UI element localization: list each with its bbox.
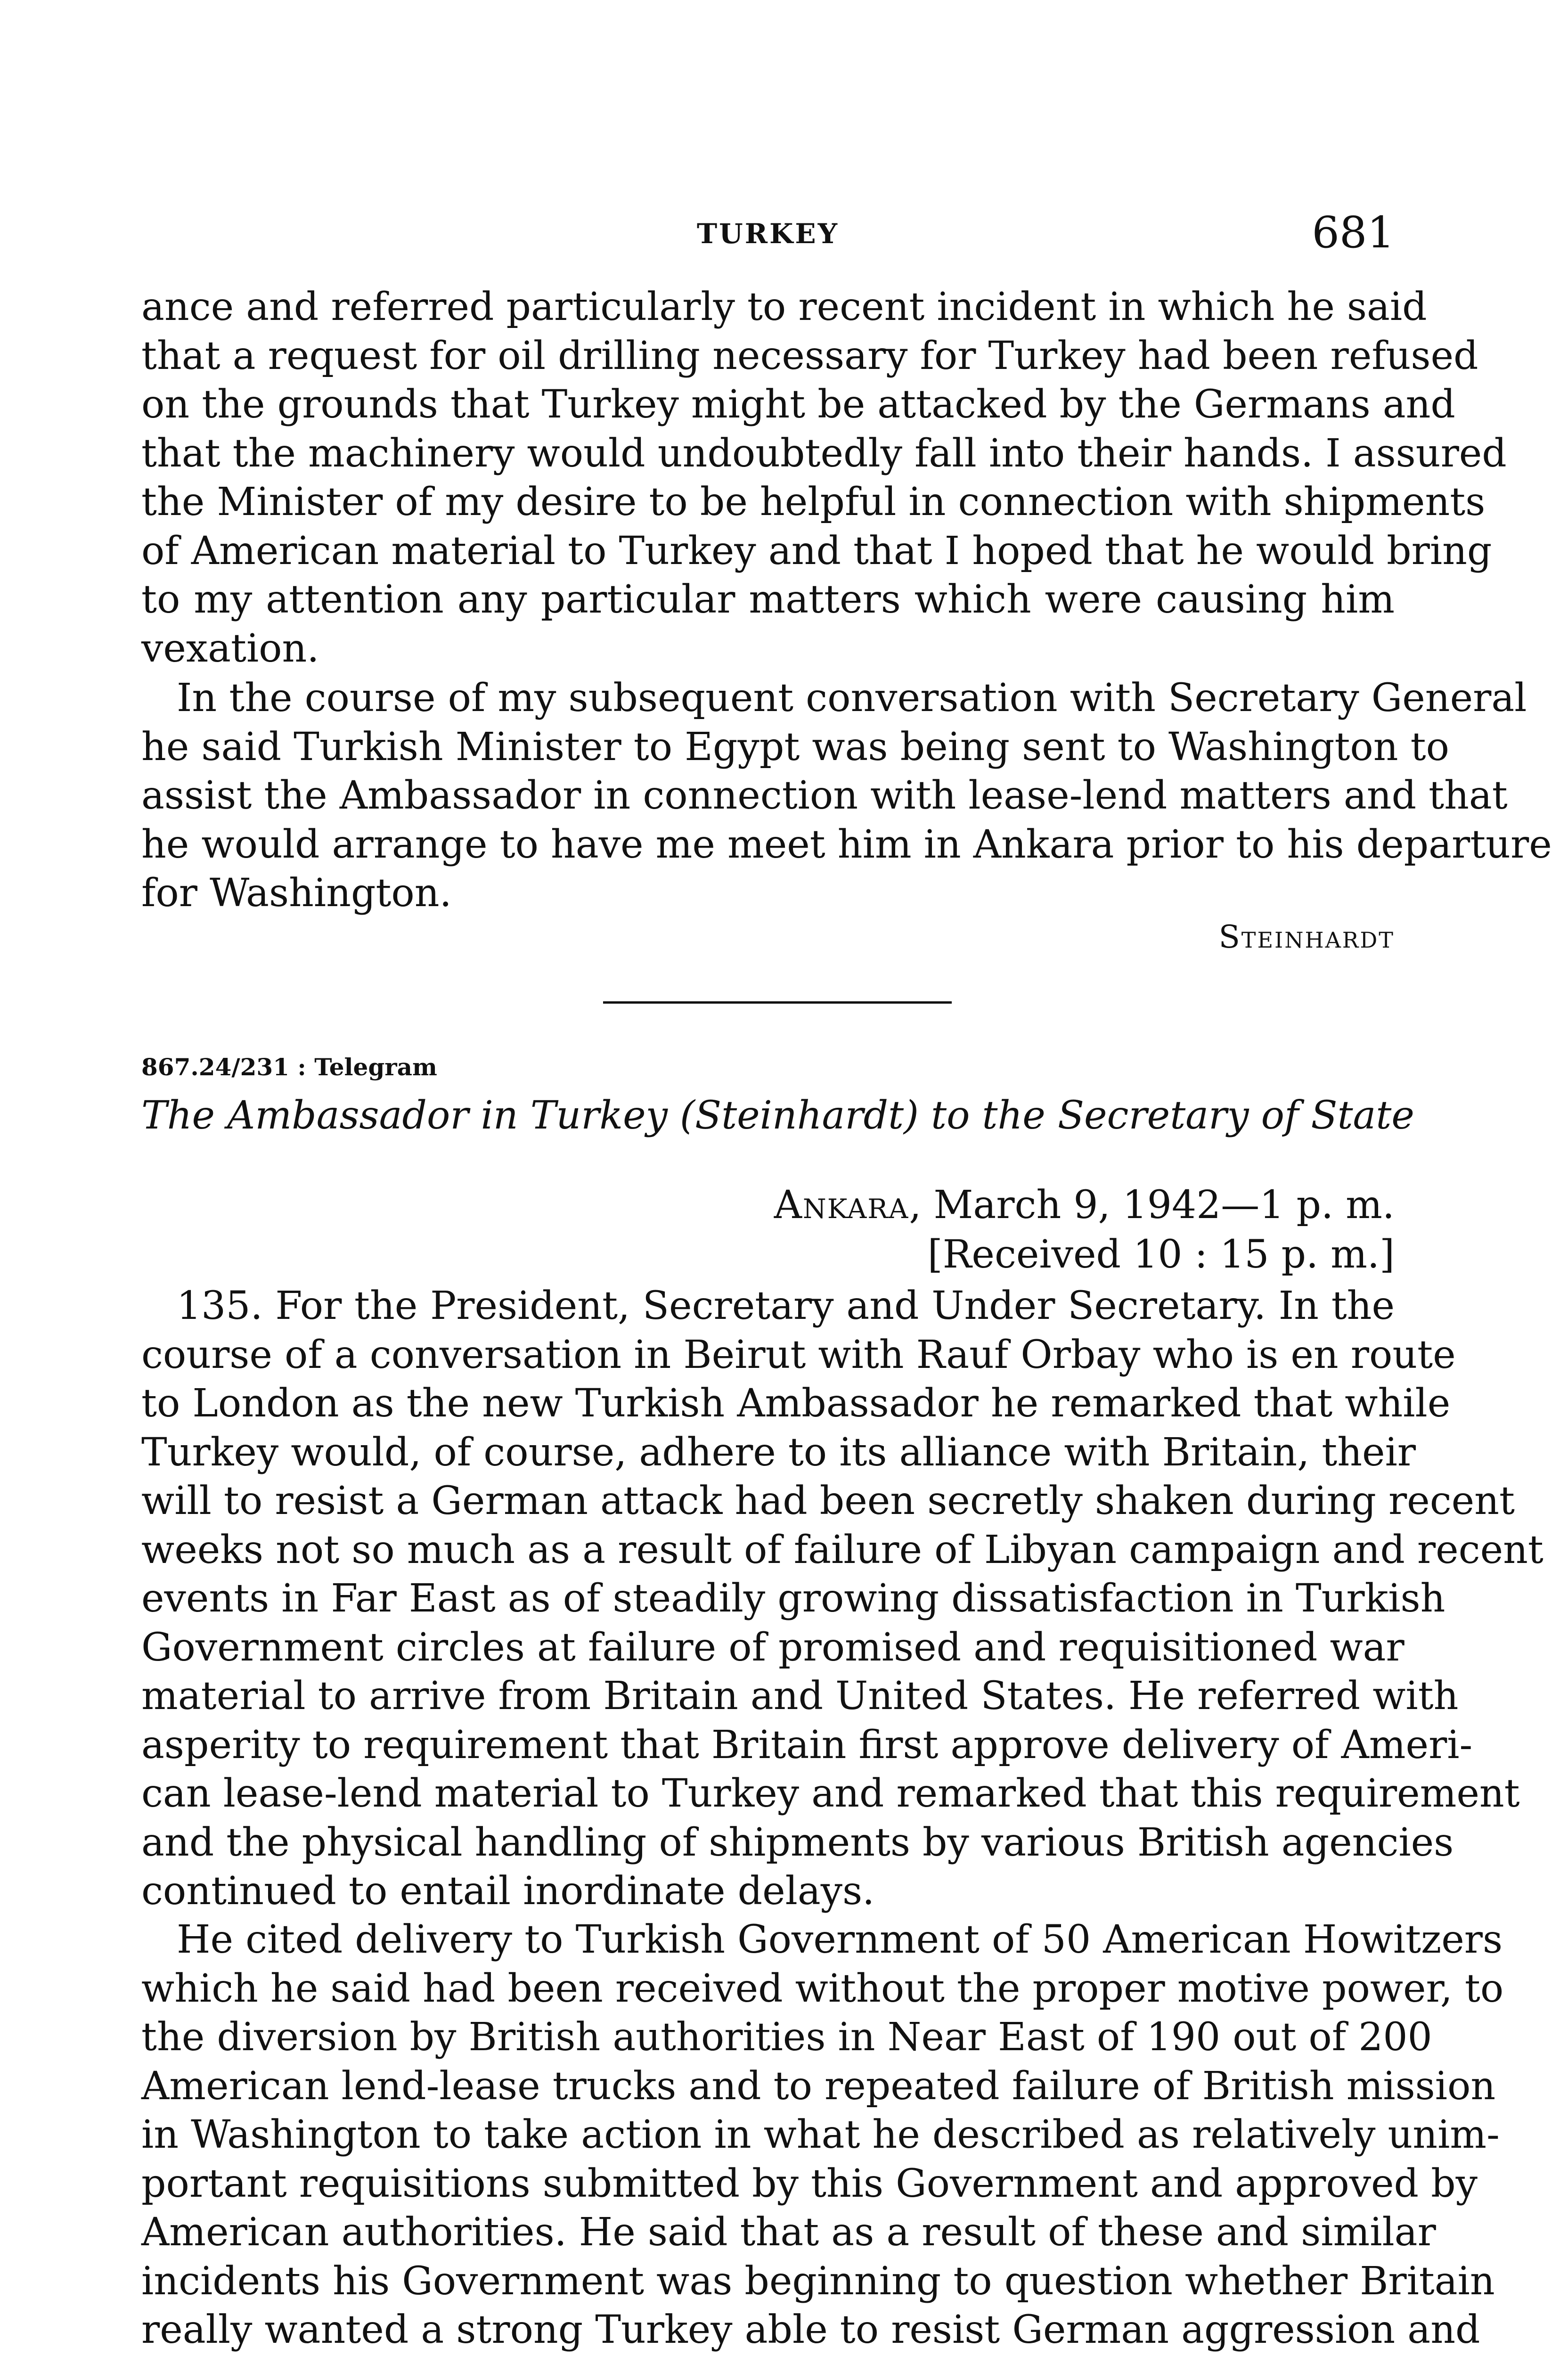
file-number: 867.24/231 : Telegram (141, 1053, 437, 1081)
section-divider (603, 1001, 952, 1004)
document-heading: The Ambassador in Turkey (Steinhardt) to the Secretary of State (141, 1093, 1414, 1138)
text-line: incidents his Government was beginning to question whether Britain (141, 2258, 1495, 2304)
text-line: In the course of my subsequent conversation with Secretary General (177, 676, 1527, 720)
paragraph-howitzers (141, 1915, 1504, 2356)
text-line: American lend-lease trucks and to repeated failure of British mission (141, 2063, 1496, 2109)
text-line: and the physical handling of shipments by various British agencies (141, 1820, 1454, 1865)
text-line (141, 2355, 1395, 2356)
text-line: will to resist a German attack had been secretly shaken during recent (141, 1479, 1515, 1523)
text-line: he said Turkish Minister to Egypt was being sent to Washington to (141, 724, 1449, 769)
text-line: weeks not so much as a result of failure of Libyan campaign and recent (141, 1527, 1544, 1572)
text-line: for Washington. (141, 871, 452, 916)
text-line: He cited delivery to Turkish Government of 50 American Howitzers (177, 1917, 1503, 1962)
text-line: asperity to requirement that Britain first approve delivery of Ameri- (141, 1722, 1473, 1767)
text-line: which he said had been received without the proper motive power, to (141, 1966, 1504, 2011)
paragraph-secretary-general (141, 674, 1552, 918)
text-line: Turkey would, of course, adhere to its alliance with Britain, their (141, 1430, 1416, 1475)
page-number: 681 (1312, 207, 1395, 258)
text-line: Government circles at failure of promised and requisitioned war (141, 1625, 1405, 1670)
text-line: really wanted a strong Turkey able to resist German aggression and (141, 2307, 1480, 2352)
text-line: can lease-lend material to Turkey and remarked that this requirement (141, 1771, 1520, 1816)
text-line: 135. For the President, Secretary and Under Secretary. In the (177, 1284, 1395, 1328)
text-line: portant requisitions submitted by this Government and approved by (141, 2161, 1478, 2206)
text-line: to my attention any particular matters which were causing him (141, 577, 1395, 622)
paragraph-telegram (141, 1282, 1544, 1916)
text-line: continued to entail inordinate delays. (141, 1869, 875, 1914)
text-line: ance and referred particularly to recent incident in which he said (141, 285, 1427, 329)
paragraph-continuation (141, 283, 1507, 673)
text-line: events in Far East as of steadily growing dissatisfaction in Turkish (141, 1576, 1446, 1621)
running-head (141, 207, 1395, 259)
text-line: vexation. (141, 626, 319, 671)
received-time: [Received 10 : 15 p. m.] (927, 1232, 1395, 1277)
text-line: to London as the new Turkish Ambassador he remarked that while (141, 1381, 1451, 1426)
dateline-date: , March 9, 1942—1 p. m. (909, 1183, 1395, 1227)
text-line: the diversion by British authorities in Near East of 190 out of 200 (141, 2015, 1432, 2060)
text-line: that the machinery would undoubtedly fall into their hands. I assured (141, 431, 1507, 476)
text-line: assist the Ambassador in connection with lease-lend matters and that (141, 773, 1508, 818)
dateline-place: Ankara (774, 1183, 909, 1227)
text-line: he would arrange to have me meet him in Ankara prior to his departure (141, 822, 1552, 867)
text-line: on the grounds that Turkey might be attacked by the Germans and (141, 382, 1455, 427)
dateline (774, 1183, 1395, 1227)
text-line: in Washington to take action in what he described as relatively unim- (141, 2112, 1500, 2157)
text-line: course of a conversation in Beirut with Rauf Orbay who is en route (141, 1332, 1456, 1377)
text-line: American authorities. He said that as a result of these and similar (141, 2210, 1436, 2255)
text-line: of American material to Turkey and that I hoped that he would bring (141, 528, 1492, 573)
text-line: that a request for oil drilling necessary for Turkey had been refused (141, 333, 1478, 378)
text-line: material to arrive from Britain and United States. He referred with (141, 1674, 1459, 1718)
signature: Steinhardt (1218, 919, 1395, 955)
running-title: TURKEY (697, 218, 839, 250)
text-line: the Minister of my desire to be helpful in connection with shipments (141, 480, 1486, 524)
